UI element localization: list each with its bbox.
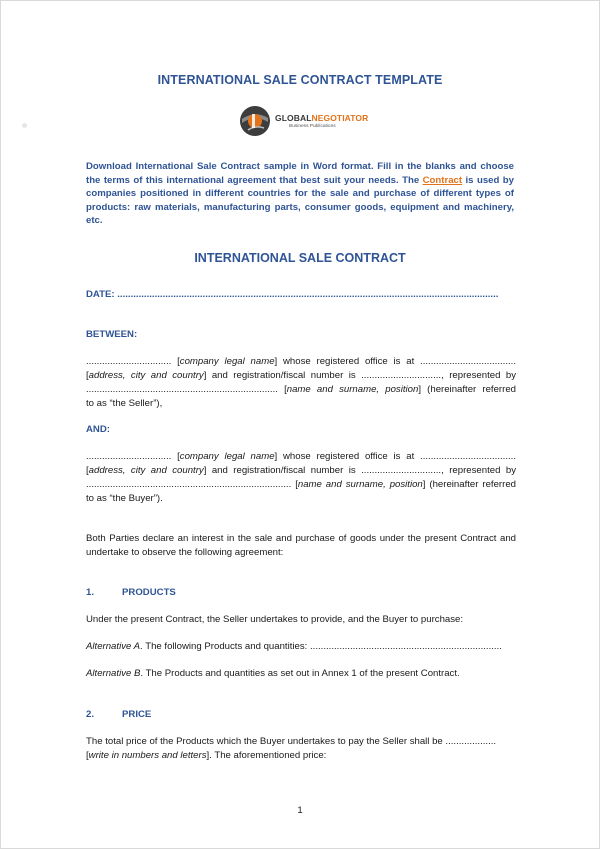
contract-link[interactable]: Contract xyxy=(422,174,463,186)
contract-heading: INTERNATIONAL SALE CONTRACT xyxy=(194,251,406,265)
seller-line-1: ................................ [company legal name] whose registered office is at .................................... xyxy=(86,356,516,367)
intro-paragraph: Download International Sale Contract sample in Word format. Fill in the blanks and choose the terms of this international agreement that best suit your needs. The Contract is used by companies positioned in different countries for the sale and purchase of different types of products: raw materials, manufacturing parts, consumer goods, equipment and machinery, etc. xyxy=(86,161,514,227)
seller-line-2: [address, city and country] and registration/fiscal number is .............................., represented by xyxy=(86,370,517,381)
section-1-title: PRODUCTS xyxy=(122,587,176,598)
buyer-line-1: ................................ [company legal name] whose registered office is at .................................... xyxy=(86,451,516,462)
price-line-1: The total price of the Products which the Buyer undertakes to pay the Seller shall be ................... xyxy=(86,736,497,747)
parties-declaration: Both Parties declare an interest in the sale and purchase of goods under the present Contract and undertake to observe the following agreement: xyxy=(86,533,516,558)
section-1-paragraph: Under the present Contract, the Seller undertakes to provide, and the Buyer to purchase: xyxy=(86,614,464,625)
globalnegotiator-logo xyxy=(238,104,368,138)
section-1-number: 1. xyxy=(86,587,95,598)
seller-line-3: ........................................................................ [name and surname, position] (hereinafter referred xyxy=(86,384,516,395)
alternative-a: Alternative A. The following Products and quantities: ........................................................................ xyxy=(86,641,502,652)
date-field: DATE: ............................................................................................................................................... xyxy=(86,289,499,300)
buyer-line-3: ............................................................................. [name and surname, position] (hereinafter referred xyxy=(86,479,516,490)
section-2-number: 2. xyxy=(86,709,95,720)
globe-icon xyxy=(238,104,272,138)
logo-tagline: Business Publications xyxy=(289,124,336,129)
buyer-line-2: [address, city and country] and registration/fiscal number is .............................., represented by xyxy=(86,465,517,476)
logo-wordmark: GLOBALNEGOTIATOR xyxy=(275,113,369,123)
and-label: AND: xyxy=(86,424,110,435)
decorative-dot xyxy=(22,123,27,128)
alternative-b: Alternative B. The Products and quantities as set out in Annex 1 of the present Contract. xyxy=(86,668,460,679)
document-title: INTERNATIONAL SALE CONTRACT TEMPLATE xyxy=(157,73,443,87)
section-2-paragraph xyxy=(86,735,516,763)
section-2-title: PRICE xyxy=(122,709,152,720)
between-label: BETWEEN: xyxy=(86,329,138,340)
buyer-line-4: to as “the Buyer”). xyxy=(86,493,163,504)
price-line-2: [write in numbers and letters]. The aforementioned price: xyxy=(86,750,327,761)
seller-line-4: to as “the Seller”), xyxy=(86,398,163,409)
buyer-block xyxy=(86,450,516,506)
page-number: 1 xyxy=(297,805,303,816)
seller-block xyxy=(86,355,516,411)
